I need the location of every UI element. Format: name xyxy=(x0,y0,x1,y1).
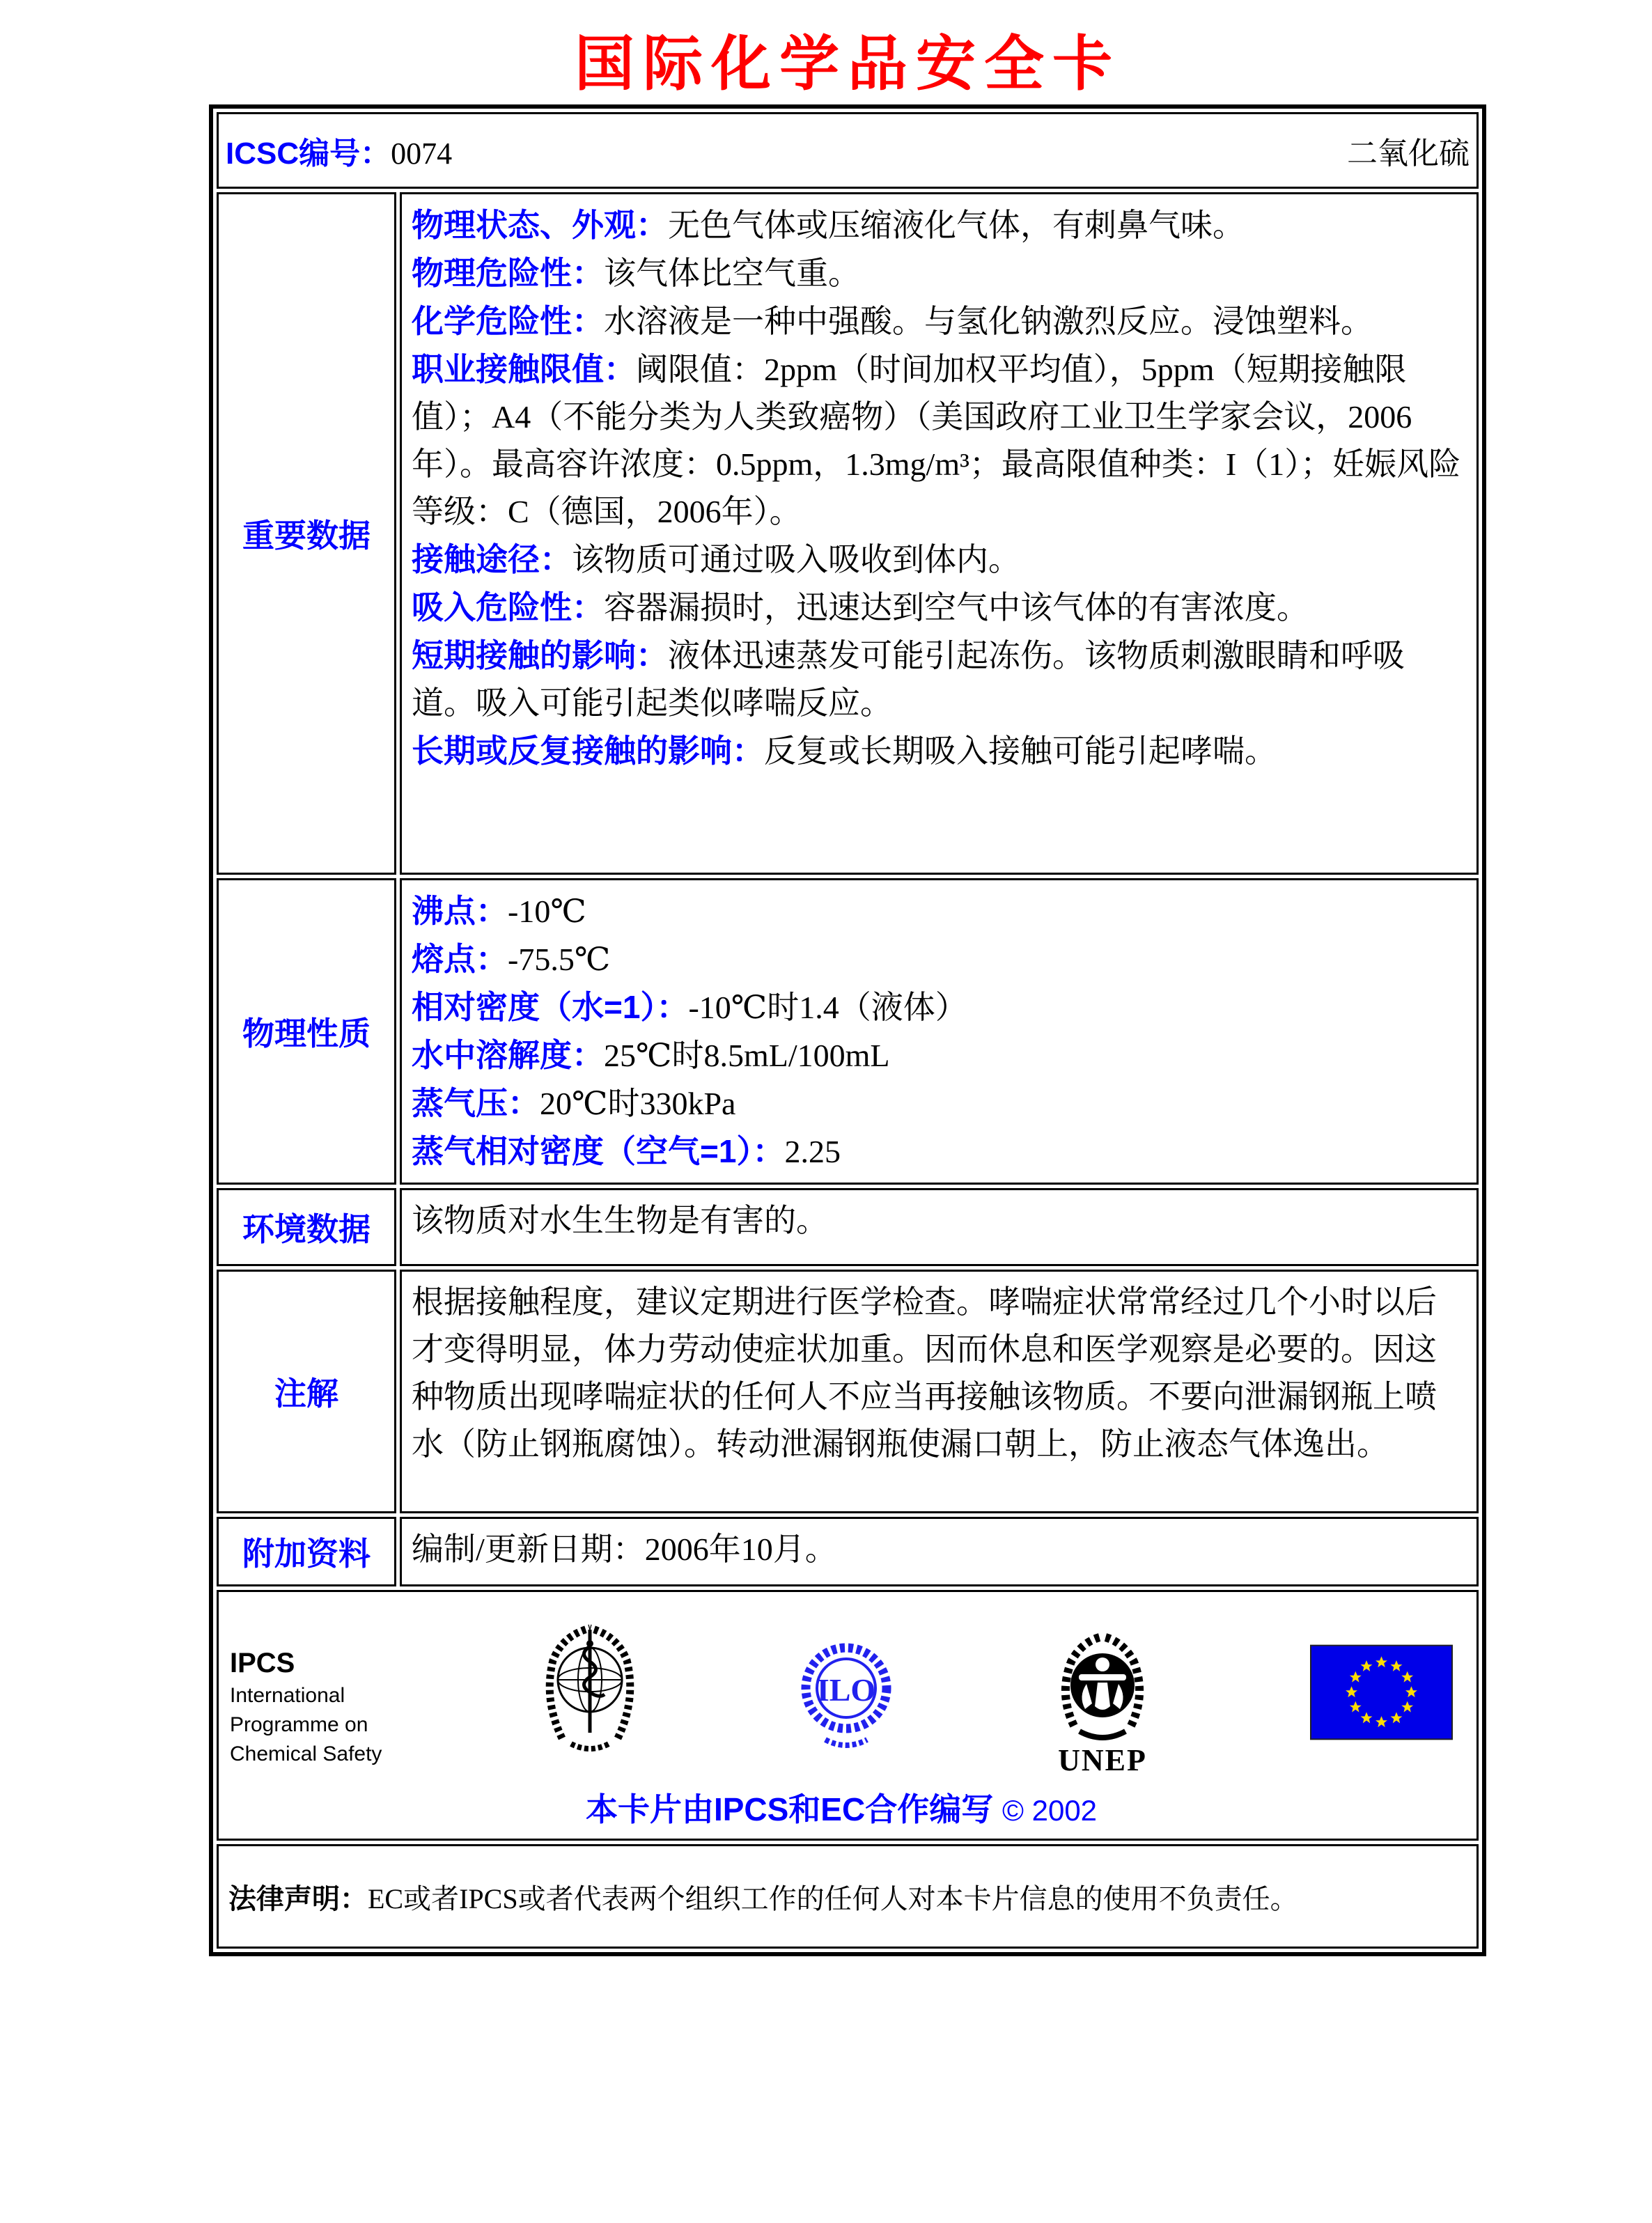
field-label: 长期或反复接触的影响： xyxy=(412,733,764,769)
field-label: 物理危险性： xyxy=(412,255,604,291)
header-cell xyxy=(217,112,1479,189)
field-vapor-pressure xyxy=(412,1079,1467,1128)
legal-cell xyxy=(217,1844,1479,1949)
field-value: -10℃ xyxy=(508,894,586,929)
field-long-term-effects xyxy=(412,727,1467,775)
field-value: 液体迅速蒸发可能引起冻伤。该物质刺激眼睛和呼吸道。吸入可能引起类似哮喘反应。 xyxy=(412,638,1405,721)
environment-data-row xyxy=(217,1188,1479,1266)
physical-properties-content xyxy=(400,878,1479,1185)
field-exposure-routes xyxy=(412,536,1467,584)
field-inhalation-risk xyxy=(412,584,1467,632)
physical-properties-row xyxy=(217,878,1479,1185)
field-value: 该物质可通过吸入吸收到体内。 xyxy=(572,542,1020,577)
field-label: 沸点： xyxy=(412,893,508,929)
field-value: 25℃时8.5mL/100mL xyxy=(604,1038,890,1073)
ipcs-line: Chemical Safety xyxy=(230,1742,382,1765)
ilo-label: ILO xyxy=(816,1672,875,1708)
header-row xyxy=(217,112,1479,189)
notes-text: 根据接触程度，建议定期进行医学检查。哮喘症状常常经过几个小时以后才变得明显，体力劳动使症状加重。因而休息和医学观察是必要的。因这种物质出现哮喘症状的任何人不应当再接触该物质。不要向泄漏钢瓶上喷水（防止钢瓶腐蚀）。转动泄漏钢瓶使漏口朝上，防止液态气体逸出。 xyxy=(412,1284,1437,1462)
field-label: 相对密度（水=1）： xyxy=(412,989,689,1025)
field-value: 反复或长期吸入接触可能引起哮喘。 xyxy=(764,733,1277,769)
logos-row xyxy=(217,1590,1479,1841)
icsc-number: 0074 xyxy=(391,136,453,171)
field-relative-density xyxy=(412,983,1467,1031)
field-label: 水中溶解度： xyxy=(412,1037,604,1073)
ipcs-text-block xyxy=(230,1645,382,1769)
field-vapor-density xyxy=(412,1128,1467,1176)
icsc-table xyxy=(209,104,1486,1956)
important-data-content xyxy=(400,192,1479,875)
field-value: -75.5℃ xyxy=(508,942,611,977)
field-value: 阈限值：2ppm（时间加权平均值），5ppm（短期接触限值）；A4（不能分类为人类致癌物）（美国政府工业卫生学家会议，2006年）。最高容许浓度：0.5ppm，1.3mg/m³；最高限值种类：I（1）；妊娠风险等级：C（德国，2006年）。 xyxy=(412,352,1461,529)
notes-content xyxy=(400,1270,1479,1513)
field-short-term-effects xyxy=(412,632,1467,727)
credit-year: © 2002 xyxy=(1002,1794,1098,1827)
who-emblem-icon xyxy=(538,1621,642,1761)
section-label-additional: 附加资料 xyxy=(217,1517,396,1586)
field-label: 蒸气相对密度（空气=1）： xyxy=(412,1133,785,1169)
field-label: 短期接触的影响： xyxy=(412,637,668,673)
field-label: 蒸气压： xyxy=(412,1085,540,1121)
ipcs-line: International xyxy=(230,1684,345,1707)
field-label: 接触途径： xyxy=(412,541,572,577)
field-chemical-danger xyxy=(412,297,1467,345)
field-value: 2.25 xyxy=(784,1134,841,1169)
section-label-important: 重要数据 xyxy=(217,192,396,875)
field-value: 20℃时330kPa xyxy=(540,1086,736,1121)
credit-line xyxy=(230,1784,1453,1830)
field-label: 吸入危险性： xyxy=(412,589,604,625)
additional-info-row xyxy=(217,1517,1479,1586)
ipcs-title: IPCS xyxy=(230,1648,295,1678)
field-value: -10℃时1.4（液体） xyxy=(688,990,967,1025)
field-label: 职业接触限值： xyxy=(412,351,636,387)
icsc-number-label: ICSC编号： xyxy=(226,136,391,171)
credit-text: 本卡片由IPCS和EC合作编写 xyxy=(585,1791,994,1827)
section-label-physical: 物理性质 xyxy=(217,878,396,1185)
field-value: 水溶液是一种中强酸。与氢化钠激烈反应。浸蚀塑料。 xyxy=(604,304,1373,339)
field-boiling-point xyxy=(412,887,1467,935)
field-label: 熔点： xyxy=(412,941,508,977)
additional-info-content xyxy=(400,1517,1479,1586)
field-exposure-limits xyxy=(412,345,1467,536)
important-data-row xyxy=(217,192,1479,875)
field-label: 化学危险性： xyxy=(412,303,604,339)
field-water-solubility xyxy=(412,1031,1467,1079)
logos-cell xyxy=(217,1590,1479,1841)
eu-flag-icon xyxy=(1310,1644,1453,1741)
environment-text: 该物质对水生生物是有害的。 xyxy=(412,1203,828,1238)
field-label: 物理状态、外观： xyxy=(412,207,668,243)
logo-strip xyxy=(230,1605,1453,1774)
legal-row xyxy=(217,1844,1479,1949)
page-title: 国际化学品安全卡 xyxy=(575,31,1121,98)
unep-label: UNEP xyxy=(1057,1743,1147,1774)
legal-label: 法律声明： xyxy=(228,1883,368,1914)
section-label-notes: 注解 xyxy=(217,1270,396,1513)
field-physical-danger xyxy=(412,249,1467,297)
unep-emblem-icon xyxy=(1050,1628,1155,1774)
section-label-environment: 环境数据 xyxy=(217,1188,396,1266)
ipcs-line: Programme on xyxy=(230,1713,368,1736)
field-value: 容器漏损时，迅速达到空气中该气体的有害浓度。 xyxy=(604,590,1309,625)
field-value: 该气体比空气重。 xyxy=(604,256,860,291)
field-melting-point xyxy=(412,935,1467,983)
additional-info-text: 编制/更新日期：2006年10月。 xyxy=(412,1531,837,1567)
legal-text: EC或者IPCS或者代表两个组织工作的任何人对本卡片信息的使用不负责任。 xyxy=(368,1882,1298,1914)
field-physical-state xyxy=(412,201,1467,249)
environment-data-content xyxy=(400,1188,1479,1266)
field-value: 无色气体或压缩液化气体，有刺鼻气味。 xyxy=(668,208,1245,243)
chemical-name: 二氧化硫 xyxy=(1347,136,1470,171)
ilo-emblem-icon xyxy=(797,1634,895,1756)
notes-row xyxy=(217,1270,1479,1513)
